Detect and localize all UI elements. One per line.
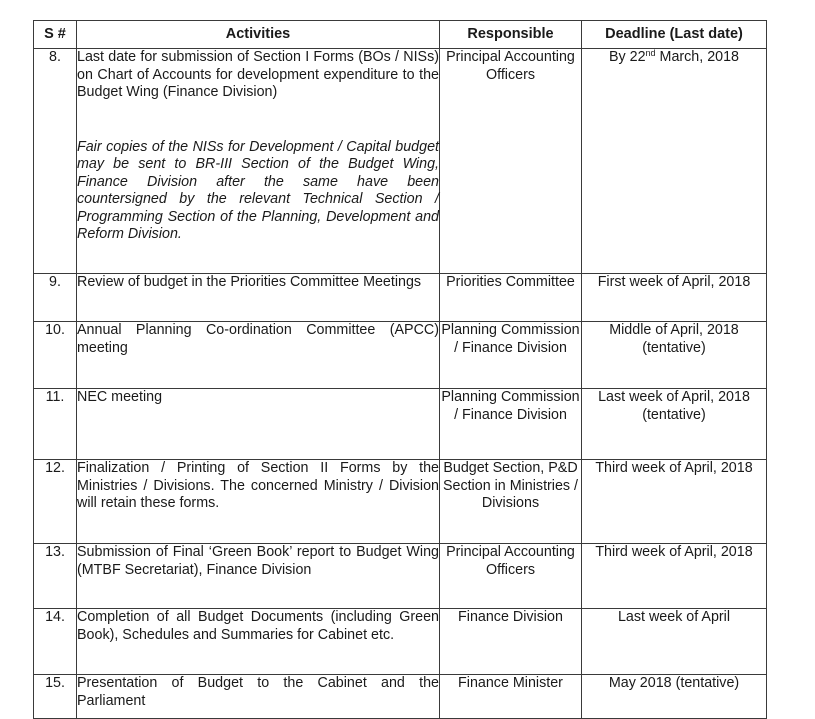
activity-cell (77, 49, 440, 274)
table-row (34, 389, 767, 460)
table-header-row (34, 21, 767, 49)
responsible-cell: Budget Section, P&D Section in Ministries / Divisions (440, 460, 582, 544)
header-responsible: Responsible (440, 21, 582, 49)
activity-cell: Presentation of Budget to the Cabinet and the Parliament (77, 675, 440, 719)
responsible-cell: Finance Minister (440, 675, 582, 719)
responsible-cell: Principal Accounting Officers (440, 49, 582, 274)
row-number: 13. (34, 544, 77, 609)
activity-cell: Review of budget in the Priorities Committee Meetings (77, 274, 440, 322)
responsible-cell: Priorities Committee (440, 274, 582, 322)
table-row (34, 544, 767, 609)
responsible-cell: Planning Commission / Finance Division (440, 322, 582, 389)
deadline-cell: Third week of April, 2018 (582, 544, 767, 609)
deadline-cell: Third week of April, 2018 (582, 460, 767, 544)
activity-cell: Finalization / Printing of Section II Forms by the Ministries / Divisions. The concerned Ministry / Division will retain these forms. (77, 460, 440, 544)
activity-cell: NEC meeting (77, 389, 440, 460)
row-number: 9. (34, 274, 77, 322)
budget-schedule-table (33, 20, 767, 719)
table-row (34, 609, 767, 675)
deadline-text-rest: March, 2018 (655, 49, 740, 65)
table-row (34, 460, 767, 544)
table-row (34, 322, 767, 389)
row-number: 11. (34, 389, 77, 460)
responsible-cell: Planning Commission / Finance Division (440, 389, 582, 460)
header-activities: Activities (77, 21, 440, 49)
table-row (34, 274, 767, 322)
table-row (34, 675, 767, 719)
deadline-ordinal: nd (645, 48, 656, 58)
table-row (34, 49, 767, 274)
deadline-cell: Last week of April, 2018 (tentative) (582, 389, 767, 460)
deadline-cell: Middle of April, 2018 (tentative) (582, 322, 767, 389)
responsible-cell: Finance Division (440, 609, 582, 675)
responsible-cell: Principal Accounting Officers (440, 544, 582, 609)
deadline-cell (582, 49, 767, 274)
deadline-cell: First week of April, 2018 (582, 274, 767, 322)
row-number: 10. (34, 322, 77, 389)
row-number: 15. (34, 675, 77, 719)
activity-cell: Annual Planning Co-ordination Committee (APCC) meeting (77, 322, 440, 389)
row-number: 14. (34, 609, 77, 675)
activity-cell: Completion of all Budget Documents (including Green Book), Schedules and Summaries for Cabinet etc. (77, 609, 440, 675)
activity-cell: Submission of Final ‘Green Book’ report to Budget Wing (MTBF Secretariat), Finance Division (77, 544, 440, 609)
row-number: 12. (34, 460, 77, 544)
row-number: 8. (34, 49, 77, 274)
deadline-cell: Last week of April (582, 609, 767, 675)
activity-text: Last date for submission of Section I Forms (BOs / NISs) on Chart of Accounts for development expenditure to the Budget Wing (Finance Division) (77, 49, 439, 100)
header-sn: S # (34, 21, 77, 49)
deadline-cell: May 2018 (tentative) (582, 675, 767, 719)
deadline-text: By 22 (608, 49, 646, 65)
header-deadline: Deadline (Last date) (582, 21, 767, 49)
activity-note: Fair copies of the NISs for Development / Capital budget may be sent to BR-III Section of the Budget Wing, Finance Division after the same have been countersigned by the relevant Technical Section / Programming Section of the Planning, Development and Reform Division. (77, 138, 439, 242)
